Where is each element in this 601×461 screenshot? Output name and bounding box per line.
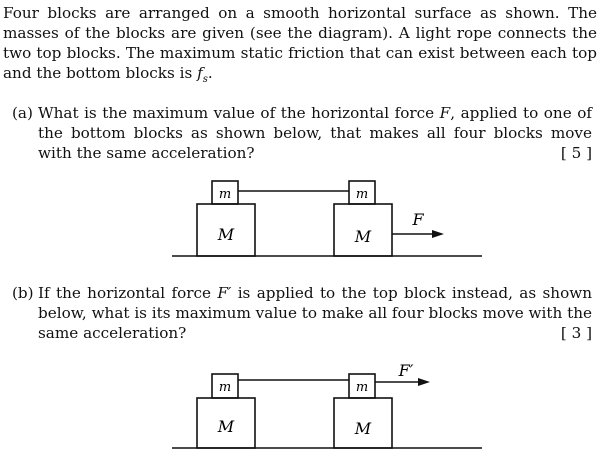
question-a-marks: [ 5 ]: [560, 144, 592, 162]
intro-text: Four blocks are arranged on a smooth horizontal surface as shown. The masses of the blocks are given (see the diagram). A light rope connects the two top blocks. The maximum static friction that can exist between each top and the bottom blocks is: [3, 4, 597, 82]
diagram-a: [0, 170, 601, 270]
intro-end: .: [207, 64, 213, 82]
force-label: F: [412, 210, 424, 229]
question-b-force-symbol: F′: [217, 284, 232, 302]
question-b-label: (b): [12, 284, 34, 302]
question-b-text: [38, 283, 592, 343]
bottom-left-label: M: [217, 225, 235, 244]
question-b-text-after: is applied to the top block instead, as shown below, what is its maximum value to make all four blocks move with the same acceleration?: [38, 284, 592, 342]
force-arrow-head: [418, 378, 430, 386]
top-left-label: m: [218, 187, 232, 202]
question-b-marks: [ 3 ]: [560, 324, 592, 342]
bottom-left-label: M: [217, 417, 235, 436]
question-b-text-before: If the horizontal force: [38, 284, 218, 302]
top-right-label: m: [355, 380, 369, 395]
fs-subscript: s: [202, 74, 208, 86]
question-a-label: (a): [12, 104, 33, 122]
question-a: [12, 103, 592, 163]
force-label: F′: [398, 361, 414, 380]
problem-intro: [3, 3, 597, 90]
fs-symbol: f: [197, 64, 203, 82]
question-a-text: [38, 103, 592, 163]
question-a-text-before: What is the maximum value of the horizontal force: [38, 104, 440, 122]
top-left-label: m: [218, 380, 232, 395]
force-arrow-head: [432, 230, 444, 238]
top-right-label: m: [355, 187, 369, 202]
question-a-text-after: , applied to one of the bottom blocks as shown below, that makes all four blocks move with the same acceleration?: [38, 104, 592, 162]
question-a-force-symbol: F: [439, 104, 451, 122]
question-b: [12, 283, 592, 343]
diagram-b: [0, 358, 601, 458]
bottom-right-label: M: [354, 419, 372, 438]
bottom-right-label: M: [354, 227, 372, 246]
